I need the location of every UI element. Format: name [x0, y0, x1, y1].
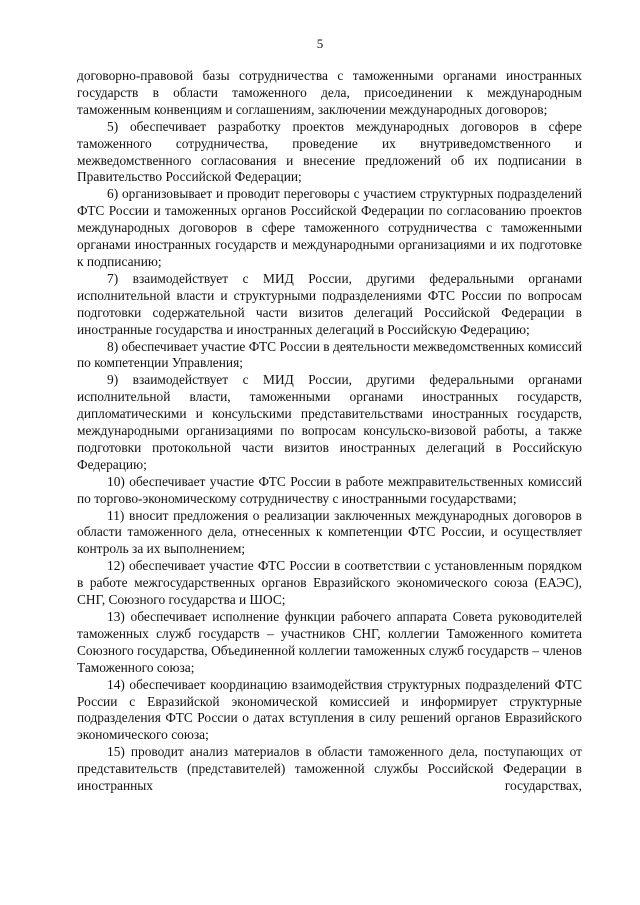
paragraph-item-10: 10) обеспечивает участие ФТС России в работе межправительственных комиссий по торгово-экономическому сотрудничеству с иностранными государствами; — [77, 473, 582, 506]
paragraph-item-12: 12) обеспечивает участие ФТС России в соответствии с установленным порядком в работе межгосударственных органов Евразийского экономического союза (ЕАЭС), СНГ, Союзного государства и ШОС; — [77, 558, 582, 608]
paragraph-item-5: 5) обеспечивает разработку проектов международных договоров в сфере таможенного сотрудничества, проведение их внутриведомственного и межведомственного согласования и внесение предложений об их подписании в Правительство Российской Федерации; — [77, 118, 582, 185]
paragraph-item-11: 11) вносит предложения о реализации заключенных международных договоров в области таможенного дела, отнесенных к компетенции ФТС России, и осуществляет контроль за их выполнением; — [77, 507, 582, 557]
paragraph-item-13: 13) обеспечивает исполнение функции рабочего аппарата Совета руководителей таможенных служб государств – участников СНГ, коллегии Таможенного комитета Союзного государства, Объединенной коллегии таможенных служб государств – членов Таможенного союза; — [77, 609, 582, 675]
document-body — [77, 68, 582, 795]
page-number: 5 — [316, 36, 324, 51]
paragraph-item-15: 15) проводит анализ материалов в области таможенного дела, поступающих от представительств (представителей) таможенной службы Российской Федерации в иностранных государствах, — [77, 744, 582, 794]
paragraph-item-14: 14) обеспечивает координацию взаимодействия структурных подразделений ФТС России с Евразийской экономической комиссией и информирует структурные подразделения ФТС России о датах вступления в силу решений органов Евразийского экономического союза; — [77, 676, 582, 743]
paragraph-continuation: договорно-правовой базы сотрудничества с таможенными органами иностранных государств в области таможенного дела, присоединении к международным таможенным конвенциям и соглашениям, заключении международных договоров; — [77, 68, 582, 117]
paragraph-item-9: 9) взаимодействует с МИД России, другими федеральными органами исполнительной власти, таможенными органами иностранных государств, дипломатическими и консульскими представительствами иностранных государств, международными организациями по вопросам консульско-визовой работы, а также подготовки протокольной части визитов иностранных делегаций в Российскую Федерацию; — [77, 372, 582, 472]
paragraph-item-6: 6) организовывает и проводит переговоры с участием структурных подразделений ФТС России и таможенных органов Российской Федерации по согласованию проектов международных договоров в сфере таможенного сотрудничества с таможенными органами иностранных государств и международными организациями и их подготовке к подписанию; — [77, 186, 582, 269]
paragraph-item-8: 8) обеспечивает участие ФТС России в деятельности межведомственных комиссий по компетенции Управления; — [77, 338, 582, 371]
paragraph-item-7: 7) взаимодействует с МИД России, другими федеральными органами исполнительной власти и структурными подразделениями ФТС России по вопросам подготовки содержательной части визитов делегаций Российской Федерации в иностранные государства и иностранных делегаций в Российскую Федерацию; — [77, 270, 582, 337]
